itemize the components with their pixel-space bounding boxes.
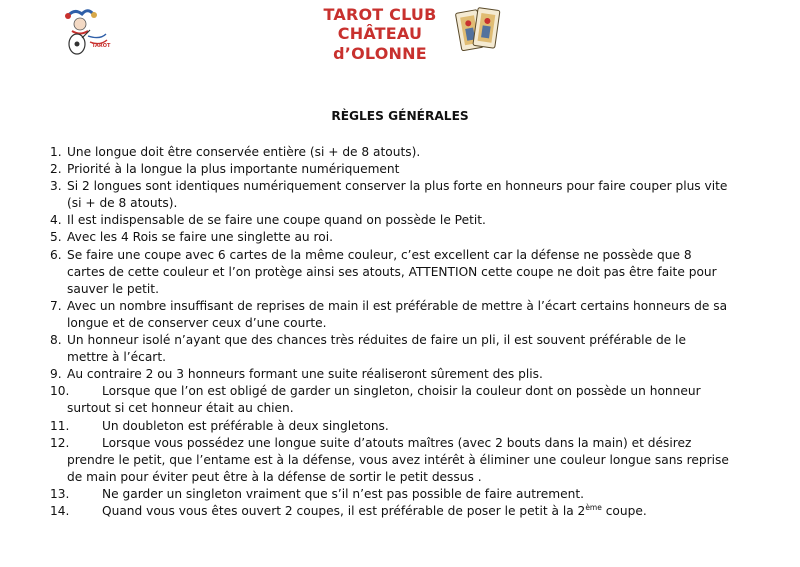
club-title-line1: TAROT CLUB (323, 5, 437, 24)
rule-text: Avec les 4 Rois se faire une singlette au roi. (67, 230, 333, 245)
rule-text: Une longue doit être conservée entière (si + de 8 atouts). (67, 145, 421, 159)
rule-number: 9. (50, 367, 62, 382)
rule-text: Quand vous vous êtes ouvert 2 coupes, il est préférable de poser le petit à la 2 (102, 503, 586, 518)
list-item (50, 383, 730, 417)
rule-number: 14. (50, 503, 70, 518)
rule-number: 1. (50, 145, 62, 159)
rule-number: 7. (50, 298, 62, 313)
list-item (50, 332, 730, 366)
rule-number: 10. (50, 384, 70, 399)
list-item (50, 144, 730, 161)
tarot-cards-illustration (455, 5, 503, 57)
rule-text: Au contraire 2 ou 3 honneurs formant une suite réaliseront sûrement des plis. (67, 367, 543, 382)
list-item (50, 178, 730, 212)
list-item (50, 212, 730, 229)
list-item (50, 418, 730, 435)
rule-text: Ne garder un singleton vraiment que s’il n’est pas possible de faire autrement. (102, 486, 585, 501)
rule-number: 12. (50, 435, 70, 450)
rule-number: 3. (50, 179, 62, 194)
rule-number: 8. (50, 333, 62, 348)
rule-text: Priorité à la longue la plus importante numériquement (67, 162, 400, 177)
list-item (50, 229, 730, 246)
logo-caption: TAROT (92, 43, 111, 49)
club-logo-mascot (60, 6, 112, 58)
rule-text: Si 2 longues sont identiques numériquement conserver la plus forte en honneurs pour faire couper plus vite (si + de 8 atouts). (67, 179, 728, 211)
rule-number: 11. (50, 418, 70, 433)
list-item (50, 435, 730, 486)
club-title (290, 6, 470, 64)
rule-number: 5. (50, 230, 62, 245)
page-title: RÈGLES GÉNÉRALES (331, 109, 469, 123)
superscript-ordinal: ème (585, 502, 602, 512)
rule-number: 2. (50, 162, 62, 177)
rule-number: 6. (50, 247, 62, 262)
list-item (50, 161, 730, 178)
list-item (50, 503, 730, 520)
list-item (50, 298, 730, 332)
rule-number: 13. (50, 486, 70, 501)
club-title-line2: CHÂTEAU d’OLONNE (333, 24, 427, 63)
rule-text: Lorsque que l’on est obligé de garder un singleton, choisir la couleur dont on possède un honneur surtout si cet honneur était au chien. (67, 384, 701, 416)
rule-text: Lorsque vous possédez une longue suite d’atouts maîtres (avec 2 bouts dans la main) et désirez prendre le petit, que l’entame est à la défense, vous avez intérêt à éliminer une couleur longue sans reprise de main pour éviter peut être à la défense de sortir le petit dessus . (67, 435, 729, 484)
rule-number: 4. (50, 213, 62, 228)
rules-list (50, 144, 730, 520)
rule-text: Un honneur isolé n’ayant que des chances très réduites de faire un pli, il est souvent préférable de le mettre à l’écart. (67, 333, 686, 365)
list-item (50, 247, 730, 298)
rule-text: Un doubleton est préférable à deux singletons. (102, 418, 389, 433)
rule-text: Se faire une coupe avec 6 cartes de la même couleur, c’est excellent car la défense ne possède que 8 cartes de cette couleur et l’on protège ainsi ses atouts, ATTENTION cette coupe ne doit pas être faite pour sauver le petit. (67, 247, 717, 296)
list-item (50, 366, 730, 383)
rule-text-end: coupe. (601, 503, 647, 518)
rule-text: Il est indispensable de se faire une coupe quand on possède le Petit. (67, 213, 486, 228)
rule-text: Avec un nombre insuffisant de reprises de main il est préférable de mettre à l’écart certains honneurs de sa longue et de conserver ceux d’une courte. (67, 298, 728, 330)
list-item (50, 486, 730, 503)
